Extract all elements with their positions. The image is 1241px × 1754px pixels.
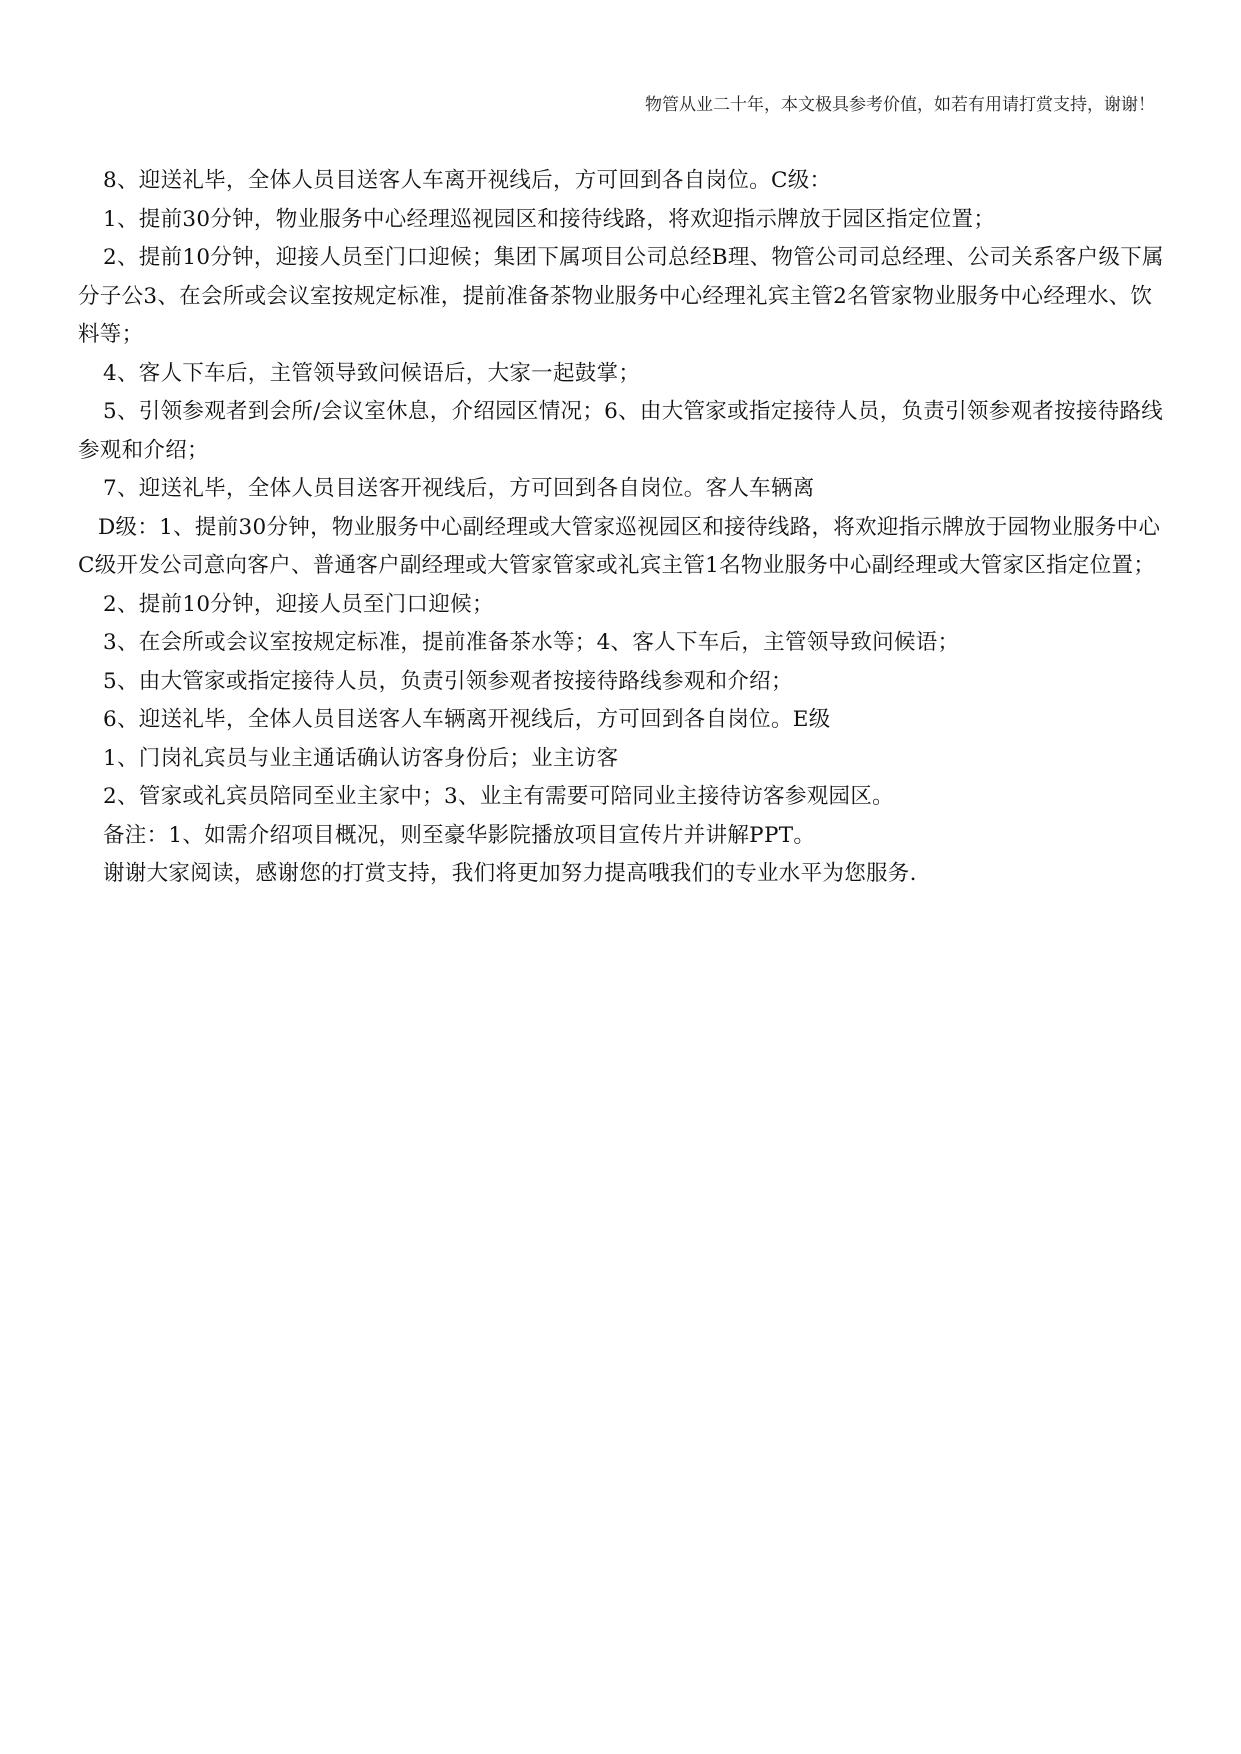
paragraph-item: 3、在会所或会议室按规定标准，提前准备茶水等；4、客人下车后，主管领导致问候语； — [103, 630, 960, 655]
paragraph-remark: 备注：1、如需介绍项目概况，则至豪华影院播放项目宣传片并讲解PPT。 — [103, 822, 816, 848]
paragraph-item: 5、由大管家或指定接待人员，负责引领参观者按接待路线参观和介绍； — [103, 668, 793, 694]
paragraph-item: 1、提前30分钟，物业服务中心经理巡视园区和接待线路，将欢迎指示牌放于园区指定位置； — [103, 206, 996, 232]
header-note: 物管从业二十年，本文极具参考价值，如若有用请打赏支持，谢谢！ — [645, 95, 1155, 115]
paragraph-item: 2、管家或礼宾员陪同至业主家中；3、业主有需要可陪同业主接待访客参观园区。 — [103, 784, 894, 809]
paragraph-item: 6、迎送礼毕，全体人员目送客人车辆离开视线后，方可回到各自岗位。E级 — [103, 707, 831, 732]
paragraph-item: 5、引领参观者到会所/会议室休息，介绍园区情况；6、由大管家或指定接待人员，负责引领参观者按接待路线参观和介绍； — [78, 399, 1164, 463]
paragraph-item: 2、提前10分钟，迎接人员至门口迎候； — [103, 591, 494, 617]
paragraph-item: 4、客人下车后，主管领导致问候语后，大家一起鼓掌； — [103, 360, 641, 386]
paragraph-item: 2、提前10分钟，迎接人员至门口迎候；集团下属项目公司总经B理、物管公司司总经理、公司关系客户级下属分子公3、在会所或会议室按规定标准，提前准备茶物业服务中心经理礼宾主管2名管家物业服务中心经理水、饮料等； — [78, 245, 1164, 347]
paragraph-item: 1、门岗礼宾员与业主通话确认访客身份后；业主访客 — [103, 745, 619, 771]
document-body — [78, 162, 1168, 894]
paragraph-thanks: 谢谢大家阅读，感谢您的打赏支持，我们将更加努力提高哦我们的专业水平为您服务. — [103, 861, 917, 886]
paragraph-d-level: D级：1、提前30分钟，物业服务中心副经理或大管家巡视园区和接待线路，将欢迎指示牌放于园物业服务中心C级开发公司意向客户、普通客户副经理或大管家管家或礼宾主管1名物业服务中心副经理或大管家区指定位置； — [78, 514, 1161, 578]
paragraph-item: 7、迎送礼毕，全体人员目送客开视线后，方可回到各自岗位。客人车辆离 — [103, 476, 815, 501]
paragraph-c-level-farewell: 8、迎送礼毕，全体人员目送客人车离开视线后，方可回到各自岗位。C级： — [103, 168, 832, 193]
